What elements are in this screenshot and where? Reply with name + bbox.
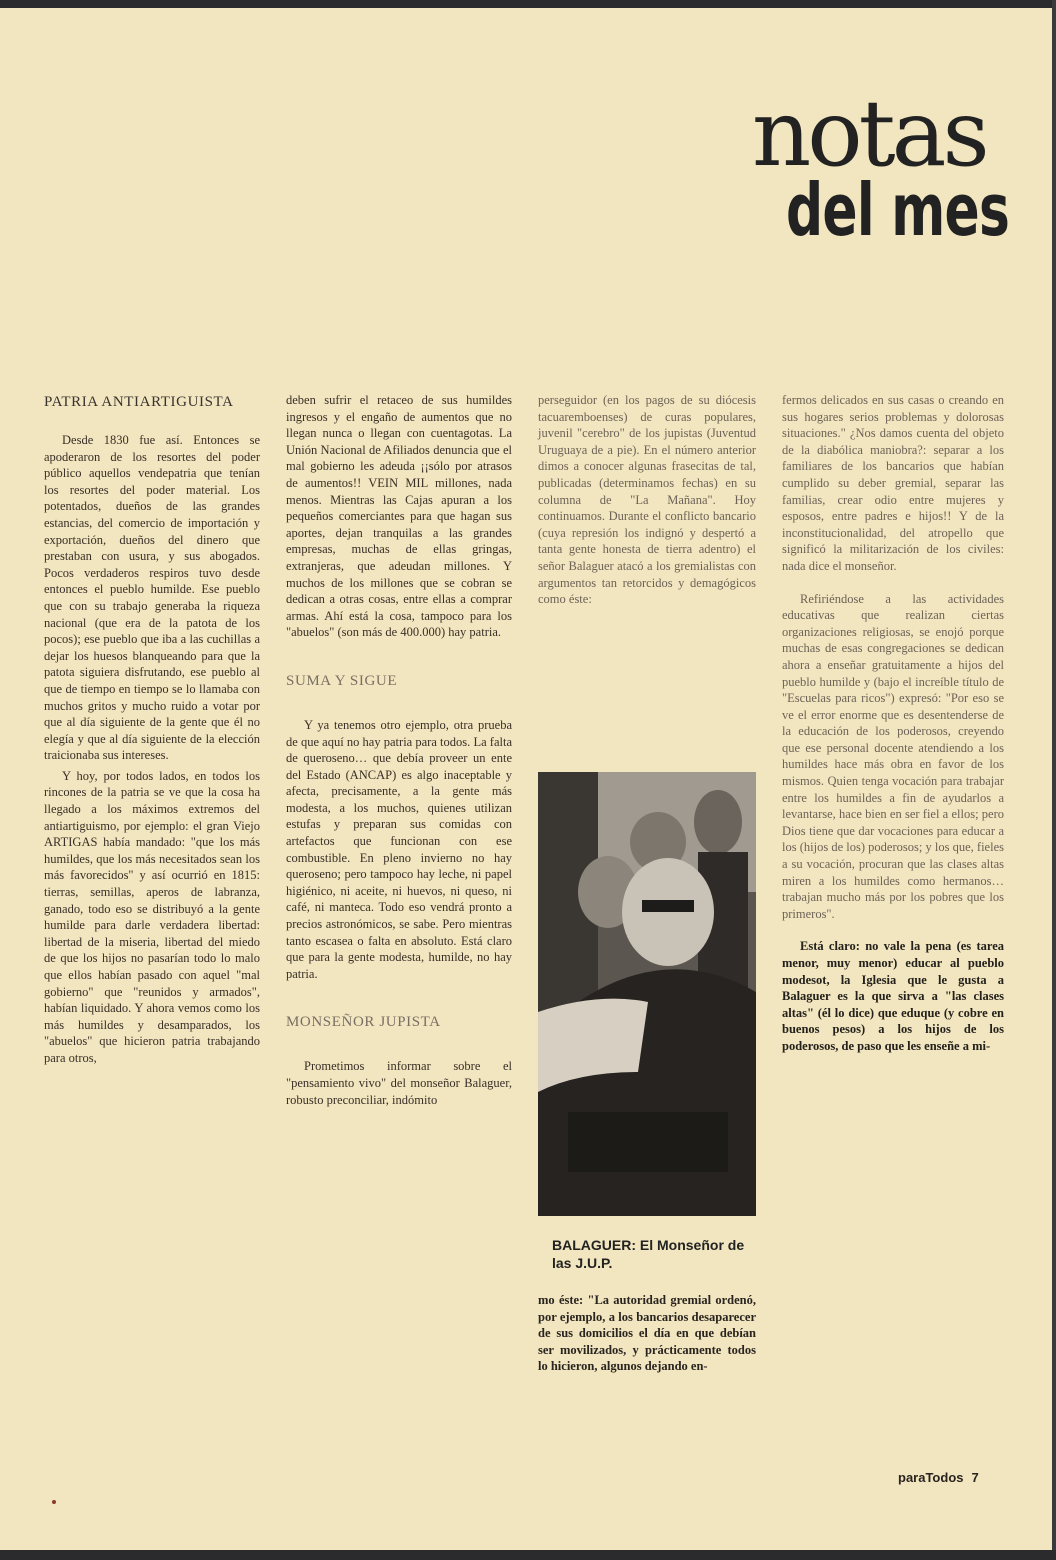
balaguer-photo	[538, 772, 756, 1216]
col4-paragraph-1: fermos delicados en sus casas o creando en sus hogares serios problemas y dolorosas situaciones." ¿Nos damos cuenta del objeto de la diabólica maniobra?: separar a los familiares de los bancarios que habían cumplido su deber gremial, separar las familias, crear odio entre mujeres y esposos, entre padres e hijos!! Y de la inconstitucionalidad, del atropello que significó la militarización de los civiles: nada dice el monseñor.	[782, 393, 1004, 573]
page-number: 7	[971, 1470, 979, 1485]
photo-illustration	[538, 772, 756, 1216]
magazine-brand: paraTodos	[898, 1470, 964, 1485]
col4-paragraph-3: Está claro: no vale la pena (es tarea menor, muy menor) educar al pueblo modesot, la Iglesia que le gusta a Balaguer es la que sirva a "las clases altas" (él lo dice) que eduque (y cobre en buenos pesos) a los hijos de los poderosos, de paso que les enseñe a mi-	[782, 939, 1004, 1053]
masthead-notas: notas	[752, 80, 986, 187]
top-border	[0, 0, 1056, 8]
heading-patria-antiartiguista: PATRIA ANTIARTIGUISTA	[44, 394, 234, 410]
column-2	[286, 392, 512, 1112]
column-3	[538, 392, 756, 612]
photo-caption: BALAGUER: El Monseñor de las J.U.P.	[552, 1237, 745, 1271]
column-1	[44, 392, 260, 1071]
column-3-bottom	[538, 1292, 756, 1375]
col1-paragraph-1: Desde 1830 fue así. Entonces se apoderaron de los resortes del poder público aquellos vendepatria que tenían los resortes del poder material. Los potentados, dueños de las grandes estancias, del comercio de importación y exportación, dueños del dinero que prestaban con usura, y sus abogados. Pocos verdaderos respiros tuvo desde entonces el pueblo humilde. Ese pueblo que con su trabajo generaba la riqueza nacional (que era de la patota de los pocos); ese pueblo que iba a las cuchillas a dejar los huesos blanqueando para que la patota siguiera disfrutando, ese pueblo al que de tiempo en tiempo se lo llamaba con muchos gritos y mucho ruido a votar por que al día siguiente de la gente que él no elegía y que al día siguiente de la elección traicionaba sus intereses.	[44, 433, 260, 763]
col4-paragraph-2: Refiriéndose a las actividades educativas que realizan ciertas organizaciones religiosas, se enojó porque muchas de esas congregaciones se dedican ahora a enseñar gratuitamente a hijos del pueblo humilde y (bajo el increíble título de "Escuelas para ricos") expresó: "Por eso se ve el error enorme que es desentenderse de la educación de los poderosos, creyendo que ese personal docente atendiendo a los humildes hace más obra en favor de los mismos. Quien tenga vocación para trabajar entre los humildes a fin de ayudarlos a levantarse, hace bien en ser fiel a ellos; pero Dios tiene que dar vocaciones para educar a los (hijos de los) poderosos; y los que, fieles a su vocación, procuran que las clases altas miren a los humildes como hermanos… trabajan mucho más por los pobres que los primeros".	[782, 591, 1004, 921]
col1-paragraph-2: Y hoy, por todos lados, en todos los rincones de la patria se ve que la cosa ha llegado a los máximos extremos del antiartiguismo, por ejemplo: el gran Viejo ARTIGAS había mandado: "que los más humildes, que los más necesitados sean los más favorecidos" y así ocurrió en 1815: tierras, semillas, aperos de labranza, ganado, todo eso se distribuyó a la gente humilde para darle verdadera libertad: libertad de la miseria, libertad del miedo de que los hijos no pasarían todo lo malo que ellos habían pasado con aquel "mal gobierno" que "reunidos y armados", habían liquidado. Y ahora vemos como los más humildes y desamparados, los "abuelos" que hicieron patria trabajando para otros,	[44, 768, 260, 1065]
col3-paragraph-2: mo éste: "La autoridad gremial ordenó, por ejemplo, a los bancarios desaparecer de sus domicilios el día en que debían ser movilizados, y prácticamente todos lo hicieron, algunos dejando en-	[538, 1293, 756, 1374]
right-border	[1052, 0, 1056, 1560]
heading-suma-y-sigue: SUMA Y SIGUE	[286, 672, 398, 689]
masthead-del-mes: del mes	[786, 168, 1010, 252]
col2-paragraph-3: Prometimos informar sobre el "pensamiento vivo" del monseñor Balaguer, robusto preconciliar, indómito	[286, 1059, 512, 1107]
heading-monsenor-jupista: MONSEÑOR JUPISTA	[286, 1014, 441, 1031]
bottom-border	[0, 1550, 1056, 1560]
col2-paragraph-1: deben sufrir el retaceo de sus humildes ingresos y el engaño de aumentos que no llegan nunca o llegan con cuentagotas. La Unión Nacional de Afiliados denuncia que el mal gobierno les adeuda ¡¡sólo por atrasos de aumentos!! VEIN MIL millones, nada menos. Mientras las Cajas apuran a los pequeños comerciantes para que hagan sus aportes, dejan tranquilas a las grandes empresas, muchas de ellas gringas, extranjeras, que adeudan millones. Y muchos de los millones que se cobran se dedican a otras cosas, entre ellas a comprar armas. Ahí está la cosa, tampoco para los "abuelos" (son más de 400.000) hay patria.	[286, 393, 512, 640]
column-4	[782, 392, 1004, 1059]
col3-paragraph-1: perseguidor (en los pagos de su diócesis tacuaremboenses) de curas populares, juvenil "cerebro" de los jupistas (Juventud Uruguaya de a pie). En el número anterior dimos a conocer algunas frasecitas de tal, publicadas (determinamos fechas) en su columna de "La Mañana". Hoy continuamos. Durante el conflicto bancario (cuya represión los indignó y despertó a tanta gente honesta de tierra adentro) el señor Balaguer atacó a los gremialistas con argumentos tan retorcidos y demagógicos como éste:	[538, 393, 756, 607]
page-footer	[898, 1470, 1028, 1485]
ink-dot	[52, 1500, 56, 1504]
col2-paragraph-2: Y ya tenemos otro ejemplo, otra prueba de que aquí no hay patria para todos. La falta de queroseno… que debía proveer un ente del Estado (ANCAP) es algo inaceptable y afecta, precisamente, a la gente más modesta, a los muchos, quienes utilizan estufas y preparan sus comidas con artefactos que funcionan con ese combustible. En pleno invierno no hay queroseno; pero tampoco hay leche, ni papel higiénico, ni aceite, ni huevos, ni queso, ni café, ni manteca. Todo eso vendrá pronto a precios astronómicos, se sabe. Pero mientras tanto escasea o falta en absoluto. Está claro que para la gente modesta, humilde, no hay patria.	[286, 717, 512, 981]
